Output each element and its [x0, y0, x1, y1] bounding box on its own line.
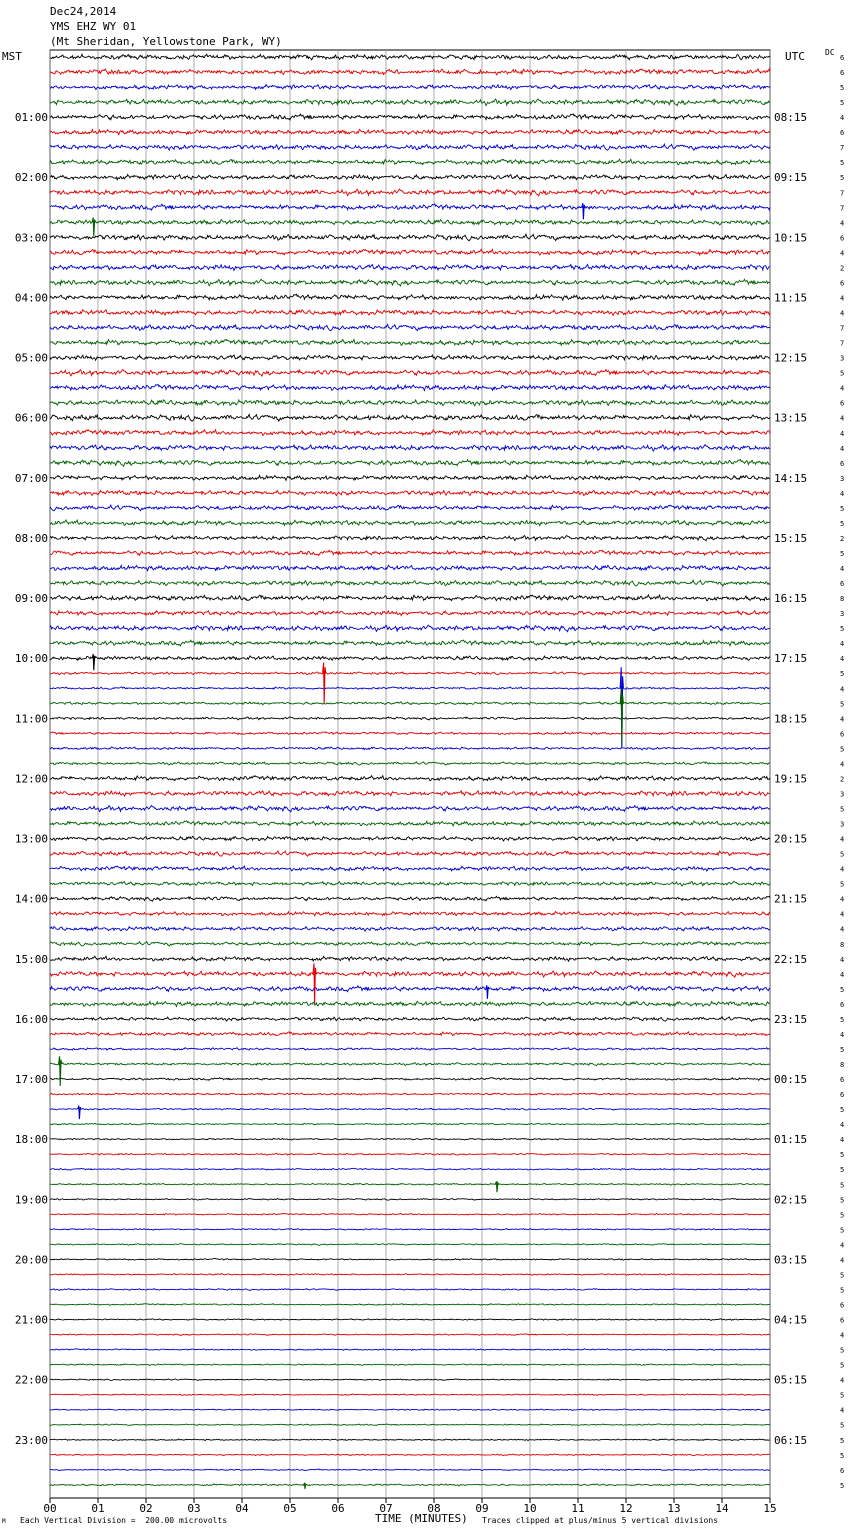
trace-line [50, 69, 770, 75]
trace-line [50, 550, 770, 555]
dc-offset-label: 4 [840, 1331, 845, 1340]
right-hour-label: 16:15 [774, 592, 808, 606]
dc-offset-label: 2 [840, 534, 845, 543]
dc-offset-label: 4 [840, 309, 845, 318]
dc-offset-label: 6 [840, 279, 845, 288]
dc-offset-label: 4 [840, 414, 845, 423]
dc-offset-label: 4 [840, 1030, 845, 1039]
trace-line [50, 851, 770, 856]
dc-offset-label: 4 [840, 444, 845, 453]
trace-line [50, 265, 770, 271]
dc-offset-label: 5 [840, 159, 845, 168]
dc-offset-label: 8 [840, 595, 845, 604]
dc-offset-label: 2 [840, 264, 845, 273]
x-tick-label-12: 12 [619, 1502, 633, 1515]
right-hour-label: 22:15 [774, 952, 808, 966]
dc-offset-label: 4 [840, 910, 845, 919]
dc-offset-label: 7 [840, 144, 845, 153]
right-hour-label: 05:15 [774, 1373, 808, 1387]
event-spike [582, 203, 585, 219]
trace-line [50, 1198, 770, 1200]
left-hour-label: 07:00 [14, 471, 48, 485]
event-spike [323, 663, 326, 704]
left-timezone-label: MST [2, 50, 22, 63]
right-hour-label: 20:15 [774, 832, 808, 846]
event-spike [92, 217, 95, 236]
left-hour-label: 18:00 [14, 1133, 48, 1147]
trace-line [50, 370, 770, 377]
trace-line [50, 672, 770, 675]
trace-line [50, 400, 770, 406]
dc-offset-label: 3 [840, 474, 845, 483]
dc-offset-label: 4 [840, 114, 845, 123]
dc-offset-label: 6 [840, 129, 845, 138]
right-hour-label: 23:15 [774, 1012, 808, 1026]
x-tick-label-05: 05 [283, 1502, 297, 1515]
trace-line [50, 595, 770, 601]
dc-offset-label: 5 [840, 504, 845, 513]
clip-note: Traces clipped at plus/minus 5 vertical divisions [482, 1516, 719, 1525]
dc-offset-label: 4 [840, 1406, 845, 1415]
dc-offset-label: 4 [840, 760, 845, 769]
dc-offset-label: 4 [840, 640, 845, 649]
trace-line [50, 776, 770, 781]
dc-offset-label: 5 [840, 1226, 845, 1235]
dc-offset-label: 3 [840, 820, 845, 829]
dc-offset-label: 4 [840, 685, 845, 694]
event-spike [78, 1106, 81, 1120]
dc-offset-label: 4 [840, 1376, 845, 1385]
dc-offset-label: 6 [840, 1076, 845, 1085]
dc-offset-label: 4 [840, 925, 845, 934]
trace-line [50, 294, 770, 300]
right-hour-label: 10:15 [774, 231, 808, 245]
trace-line [50, 505, 770, 511]
trace-line [50, 1394, 770, 1396]
dc-offset-label: 5 [840, 1166, 845, 1175]
trace-line [50, 717, 770, 720]
trace-line [50, 339, 770, 345]
trace-line [50, 1048, 770, 1051]
dc-offset-label: 4 [840, 1241, 845, 1250]
dc-offset-label: 4 [840, 384, 845, 393]
event-spike [486, 985, 489, 999]
left-hour-label: 15:00 [14, 952, 48, 966]
x-tick-label-00: 00 [43, 1502, 57, 1515]
event-spike [313, 963, 316, 1004]
left-hour-label: 06:00 [14, 411, 48, 425]
dc-offset-label: 6 [840, 1316, 845, 1325]
left-hour-label: 16:00 [14, 1012, 48, 1026]
trace-line [50, 762, 770, 765]
trace-line [50, 1183, 770, 1185]
dc-offset-label: 5 [840, 1045, 845, 1054]
x-tick-label-09: 09 [475, 1502, 489, 1515]
dc-offset-label: 5 [840, 1346, 845, 1355]
dc-offset-label: 6 [840, 399, 845, 408]
trace-line [50, 1153, 770, 1155]
dc-offset-label: 5 [840, 1451, 845, 1460]
right-hour-label: 11:15 [774, 291, 808, 305]
right-timezone-label: UTC [785, 50, 805, 63]
trace-line [50, 971, 770, 977]
trace-line [50, 249, 770, 255]
trace-line [50, 806, 770, 812]
trace-line [50, 445, 770, 452]
dc-offset-label: 2 [840, 775, 845, 784]
dc-offset-label: 3 [840, 354, 845, 363]
right-hour-label: 02:15 [774, 1193, 808, 1207]
trace-line [50, 1289, 770, 1291]
trace-line [50, 1108, 770, 1110]
trace-line [50, 1017, 770, 1021]
trace-line [50, 490, 770, 495]
trace-line [50, 1244, 770, 1246]
trace-line [50, 535, 770, 540]
left-hour-label: 08:00 [14, 531, 48, 545]
event-spike [59, 1056, 62, 1086]
trace-line [50, 1409, 770, 1411]
trace-line [50, 1258, 770, 1260]
trace-line [50, 1063, 770, 1066]
left-hour-label: 17:00 [14, 1073, 48, 1087]
right-hour-label: 04:15 [774, 1313, 808, 1327]
trace-line [50, 204, 770, 210]
scale-note: Each Vertical Division = 200.00 microvolts [20, 1516, 228, 1525]
x-tick-label-13: 13 [667, 1502, 681, 1515]
dc-offset-label: 5 [840, 549, 845, 558]
trace-line [50, 1319, 770, 1321]
dc-offset-label: 6 [840, 730, 845, 739]
trace-line [50, 85, 770, 90]
right-hour-label: 17:15 [774, 652, 808, 666]
left-hour-label: 11:00 [14, 712, 48, 726]
dc-offset-label: 4 [840, 1121, 845, 1130]
trace-line [50, 896, 770, 901]
left-hour-label: 04:00 [14, 291, 48, 305]
x-tick-label-01: 01 [91, 1502, 105, 1515]
dc-offset-label: 5 [840, 1481, 845, 1490]
right-hour-label: 03:15 [774, 1253, 808, 1267]
left-hour-label: 02:00 [14, 171, 48, 185]
trace-line [50, 220, 770, 226]
dc-offset-label: 5 [840, 805, 845, 814]
trace-line [50, 927, 770, 932]
trace-line [50, 580, 770, 586]
trace-line [50, 159, 770, 164]
x-tick-label-11: 11 [571, 1502, 585, 1515]
dc-offset-label: 7 [840, 339, 845, 348]
x-tick-label-14: 14 [715, 1502, 729, 1515]
trace-line [50, 1379, 770, 1381]
dc-offset-label: 7 [840, 204, 845, 213]
corner-mark: M [2, 1518, 6, 1525]
right-hour-label: 19:15 [774, 772, 808, 786]
right-hour-label: 01:15 [774, 1133, 808, 1147]
x-tick-label-03: 03 [187, 1502, 201, 1515]
dc-offset-label: 4 [840, 955, 845, 964]
x-tick-label-06: 06 [331, 1502, 345, 1515]
dc-offset-label: 5 [840, 1015, 845, 1024]
x-tick-label-15: 15 [763, 1502, 777, 1515]
dc-offset-label: 5 [840, 1196, 845, 1205]
trace-line [50, 1093, 770, 1095]
dc-offset-label: 5 [840, 880, 845, 889]
trace-line [50, 279, 770, 286]
dc-offset-label: 5 [840, 850, 845, 859]
trace-line [50, 912, 770, 916]
trace-line [50, 520, 770, 526]
dc-offset-label: 5 [840, 1436, 845, 1445]
dc-offset-label: 6 [840, 234, 845, 243]
trace-line [50, 129, 770, 134]
right-hour-label: 09:15 [774, 171, 808, 185]
right-hour-label: 12:15 [774, 351, 808, 365]
dc-offset-label: 5 [840, 1271, 845, 1280]
dc-offset-label: 5 [840, 99, 845, 108]
right-hour-label: 00:15 [774, 1073, 808, 1087]
trace-line [50, 430, 770, 436]
dc-offset-label: 4 [840, 655, 845, 664]
dc-offset-label: 7 [840, 189, 845, 198]
dc-offset-label: 6 [840, 1301, 845, 1310]
left-hour-label: 03:00 [14, 231, 48, 245]
dc-offset-label: 4 [840, 865, 845, 874]
dc-offset-label: 5 [840, 1181, 845, 1190]
left-hour-label: 14:00 [14, 892, 48, 906]
x-tick-label-02: 02 [139, 1502, 153, 1515]
dc-offset-label: 5 [840, 84, 845, 93]
left-hour-label: 21:00 [14, 1313, 48, 1327]
event-spike [92, 654, 95, 670]
event-spike [620, 689, 623, 743]
right-hour-label: 14:15 [774, 471, 808, 485]
left-hour-label: 19:00 [14, 1193, 48, 1207]
dc-offset-label: 3 [840, 610, 845, 619]
trace-line [50, 1424, 770, 1426]
dc-offset-label: 5 [840, 700, 845, 709]
trace-line [50, 1168, 770, 1170]
trace-line [50, 1469, 770, 1471]
dc-offset-label: 4 [840, 249, 845, 258]
dc-offset-label: 5 [840, 1106, 845, 1115]
right-hour-label: 21:15 [774, 892, 808, 906]
left-hour-label: 20:00 [14, 1253, 48, 1267]
dc-offset-label: 4 [840, 895, 845, 904]
trace-line [50, 866, 770, 871]
trace-line [50, 1032, 770, 1036]
dc-offset-label: 6 [840, 69, 845, 78]
dc-offset-label: 4 [840, 835, 845, 844]
dc-offset-label: 8 [840, 940, 845, 949]
trace-line [50, 821, 770, 826]
trace-line [50, 836, 770, 841]
dc-offset-label: 5 [840, 1361, 845, 1370]
dc-offset-label: 5 [840, 519, 845, 528]
dc-offset-label: 3 [840, 790, 845, 799]
x-tick-label-08: 08 [427, 1502, 441, 1515]
trace-line [50, 114, 770, 120]
right-hour-label: 06:15 [774, 1433, 808, 1447]
trace-line [50, 1439, 770, 1441]
trace-line [50, 1123, 770, 1125]
dc-offset-label: 5 [840, 174, 845, 183]
left-hour-label: 10:00 [14, 652, 48, 666]
chart-date: Dec24,2014 [50, 5, 117, 18]
left-hour-label: 22:00 [14, 1373, 48, 1387]
trace-line [50, 611, 770, 616]
trace-line [50, 384, 770, 390]
trace-line [50, 881, 770, 886]
trace-line [50, 324, 770, 330]
trace-line [50, 310, 770, 316]
trace-line [50, 144, 770, 150]
x-tick-label-04: 04 [235, 1502, 249, 1515]
left-hour-label: 23:00 [14, 1433, 48, 1447]
trace-line [50, 625, 770, 632]
trace-line [50, 1484, 770, 1486]
left-hour-label: 12:00 [14, 772, 48, 786]
dc-offset-label: 6 [840, 459, 845, 468]
chart-title: YMS EHZ WY 01 [50, 20, 137, 33]
x-tick-label-07: 07 [379, 1502, 393, 1515]
trace-line [50, 956, 770, 961]
right-hour-label: 13:15 [774, 411, 808, 425]
dc-offset-label: 5 [840, 625, 845, 634]
right-hour-label: 15:15 [774, 531, 808, 545]
event-spike [303, 1483, 306, 1488]
trace-line [50, 1274, 770, 1276]
dc-offset-label: 7 [840, 324, 845, 333]
dc-offset-label: 5 [840, 985, 845, 994]
left-hour-label: 13:00 [14, 832, 48, 846]
dc-offset-label: 6 [840, 580, 845, 589]
dc-offset-label: 4 [840, 429, 845, 438]
dc-offset-label: 6 [840, 1091, 845, 1100]
trace-line [50, 1138, 770, 1140]
trace-line [50, 234, 770, 241]
trace-line [50, 1213, 770, 1215]
trace-line [50, 1001, 770, 1006]
dc-offset-label: 5 [840, 369, 845, 378]
trace-line [50, 702, 770, 705]
dc-offset-label: 5 [840, 1286, 845, 1295]
dc-offset-label: 4 [840, 715, 845, 724]
dc-offset-label: 8 [840, 1061, 845, 1070]
trace-line [50, 1364, 770, 1366]
trace-line [50, 732, 770, 735]
dc-offset-label: 4 [840, 219, 845, 228]
trace-line [50, 1349, 770, 1351]
dc-offset-label: 5 [840, 1151, 845, 1160]
trace-line [50, 640, 770, 646]
trace-line [50, 1304, 770, 1306]
dc-offset-label: 4 [840, 1256, 845, 1265]
x-tick-label-10: 10 [523, 1502, 537, 1515]
left-hour-label: 09:00 [14, 592, 48, 606]
dc-offset-label: 6 [840, 1000, 845, 1009]
dc-offset-label: 5 [840, 1421, 845, 1430]
trace-line [50, 175, 770, 181]
trace-line [50, 189, 770, 196]
dc-offset-label: 4 [840, 294, 845, 303]
trace-line [50, 687, 770, 690]
trace-line [50, 656, 770, 660]
dc-offset-label: 6 [840, 1466, 845, 1475]
dc-offset-label: 5 [840, 1211, 845, 1220]
trace-line [50, 1078, 770, 1081]
dc-offset-label: 5 [840, 745, 845, 754]
trace-line [50, 791, 770, 796]
trace-line [50, 565, 770, 570]
dc-offset-label: 5 [840, 670, 845, 679]
trace-line [50, 1454, 770, 1456]
trace-line [50, 986, 770, 992]
trace-line [50, 414, 770, 421]
right-hour-label: 18:15 [774, 712, 808, 726]
dc-offset-label: 6 [840, 54, 845, 62]
trace-line [50, 747, 770, 750]
trace-line [50, 99, 770, 106]
trace-line [50, 942, 770, 946]
dc-offset-label: 4 [840, 970, 845, 979]
trace-line [50, 355, 770, 360]
event-spike [495, 1181, 498, 1192]
dc-offset-label: 4 [840, 565, 845, 574]
x-axis-title: TIME (MINUTES) [375, 1512, 468, 1525]
dc-offset-label: 5 [840, 1391, 845, 1400]
trace-line [50, 54, 770, 60]
dc-offset-label: 4 [840, 1136, 845, 1145]
chart-subtitle: (Mt Sheridan, Yellowstone Park, WY) [50, 35, 282, 48]
trace-line [50, 475, 770, 480]
trace-line [50, 460, 770, 467]
left-hour-label: 05:00 [14, 351, 48, 365]
trace-line [50, 1229, 770, 1231]
right-hour-label: 08:15 [774, 111, 808, 125]
trace-line [50, 1334, 770, 1336]
left-hour-label: 01:00 [14, 111, 48, 125]
dc-offset-label: 4 [840, 489, 845, 498]
dc-label: DC [825, 48, 835, 57]
